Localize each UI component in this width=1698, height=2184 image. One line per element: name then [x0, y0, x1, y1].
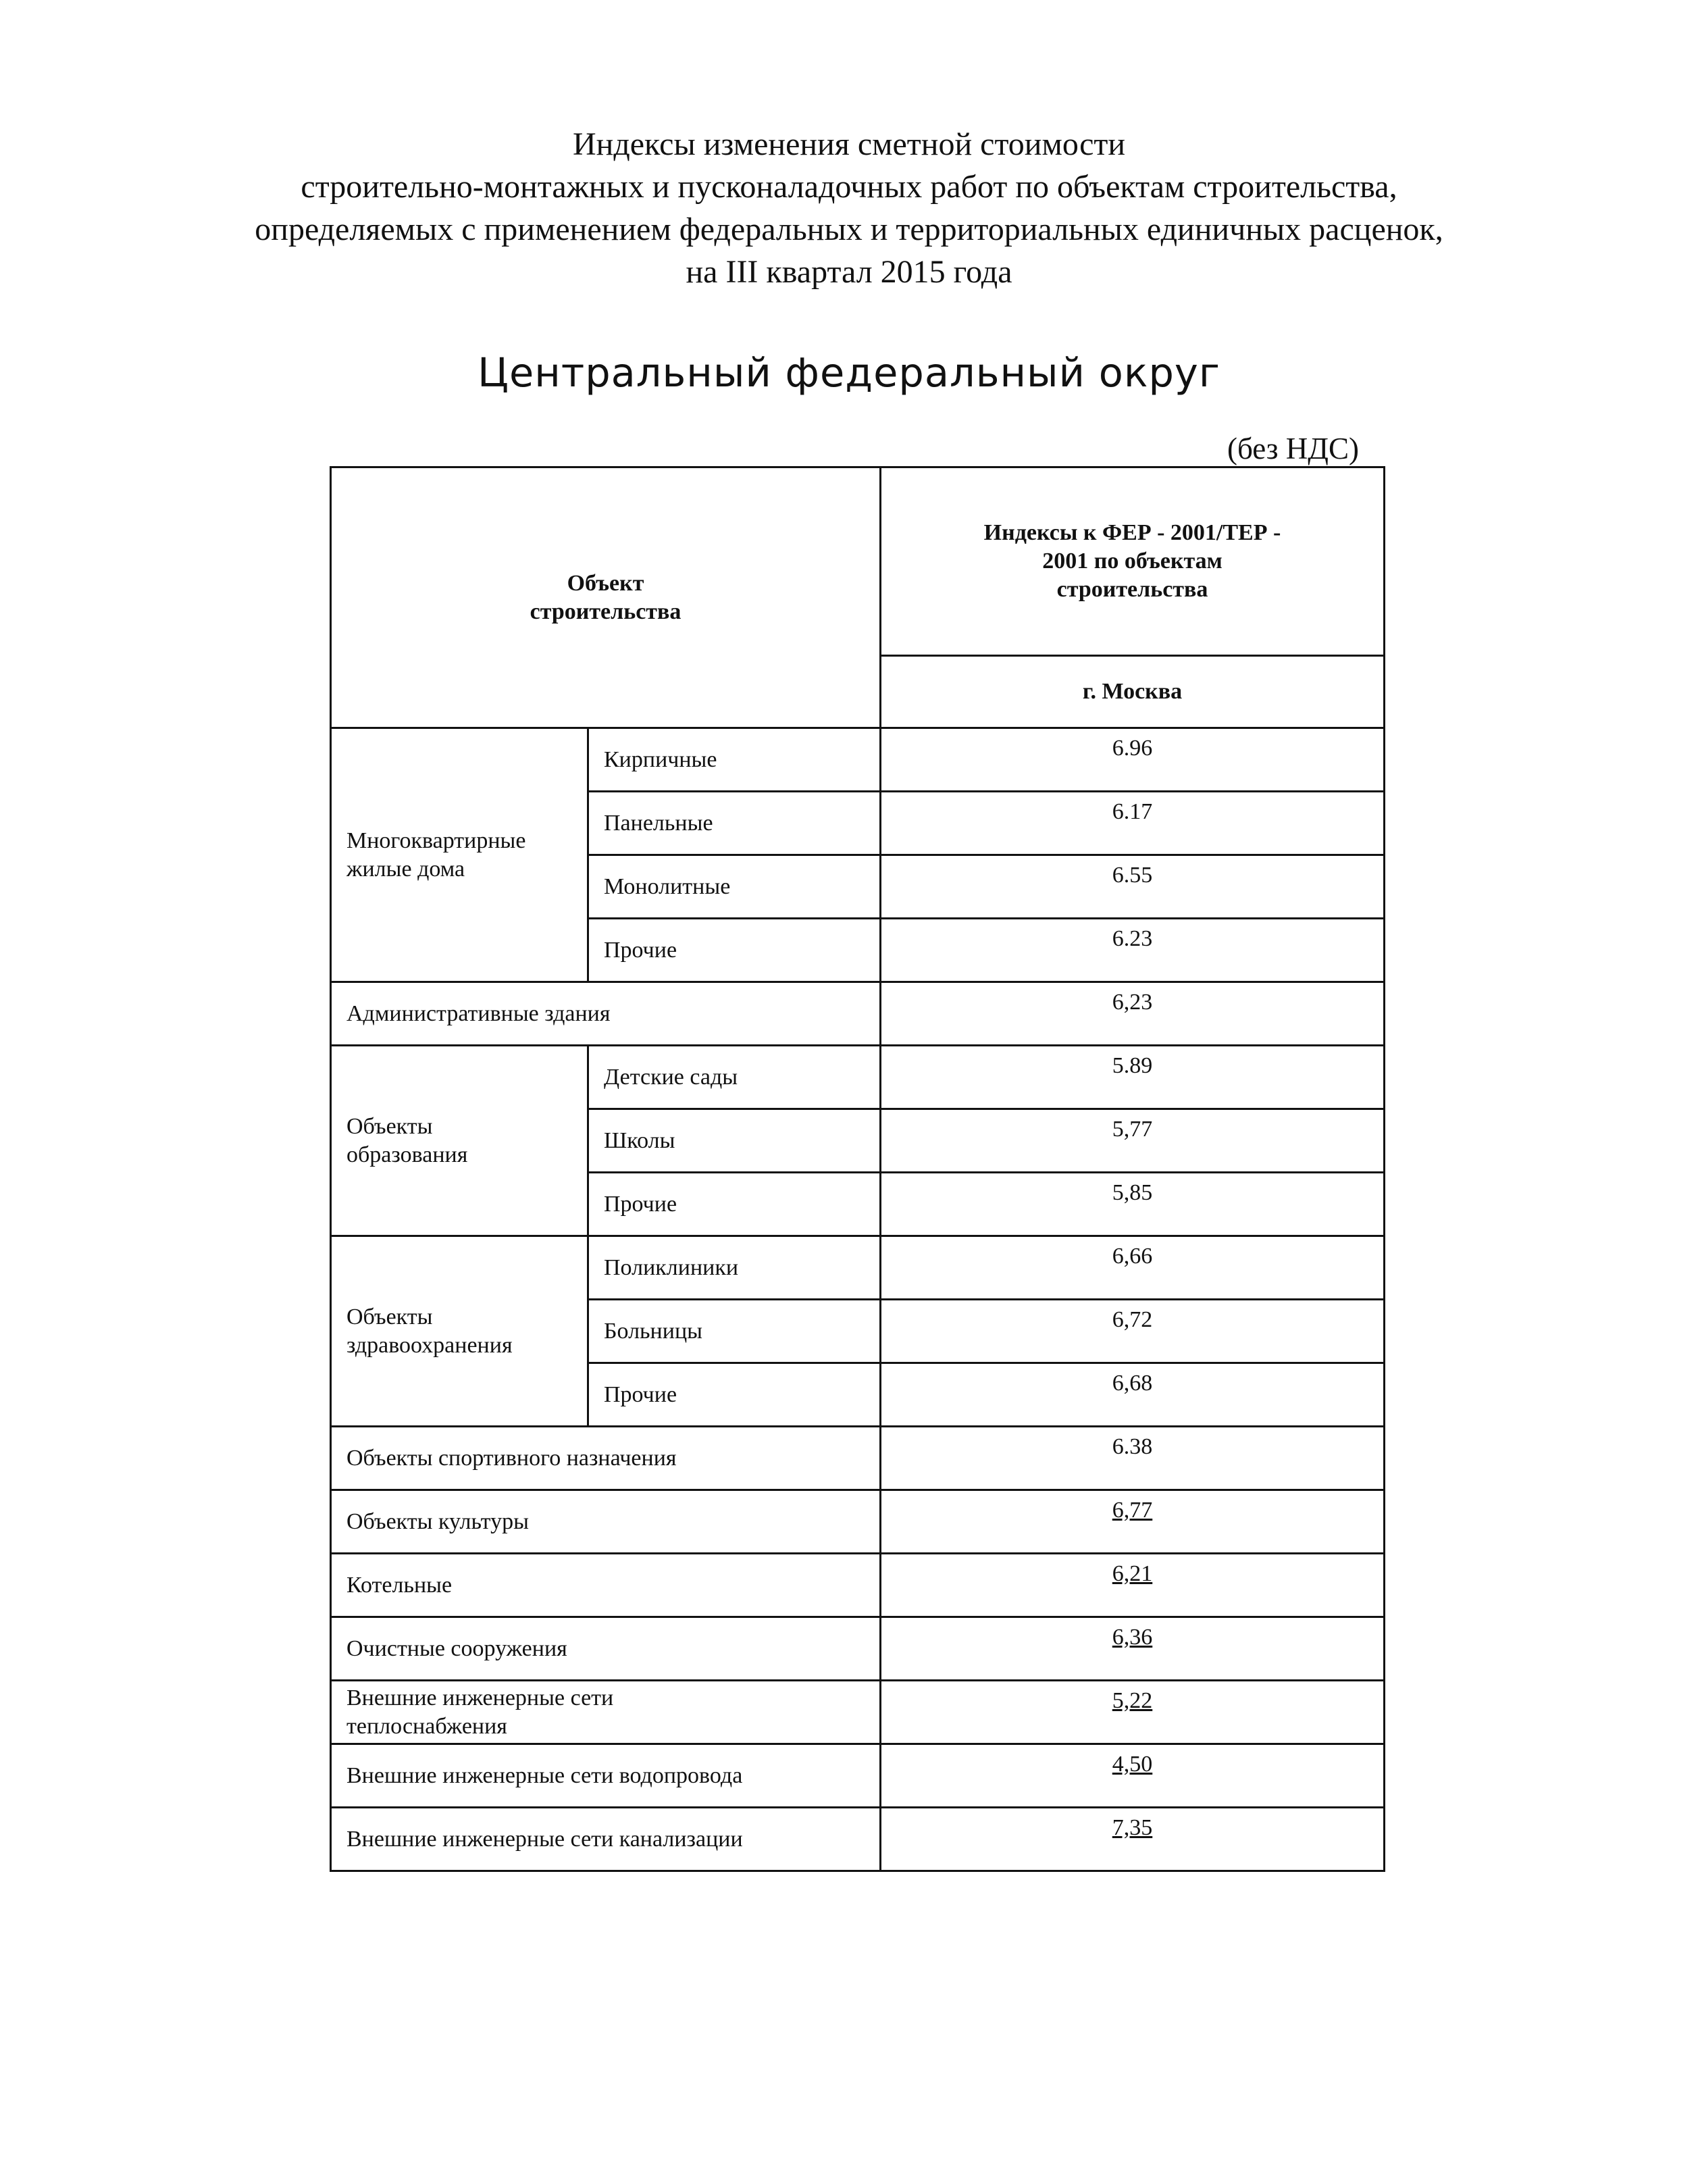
value-text: 6,66 — [1112, 1244, 1153, 1269]
table-row — [331, 1236, 1385, 1300]
value-text: 7,35 — [1112, 1815, 1153, 1840]
document-title — [0, 123, 1698, 293]
title-line-4: на III квартал 2015 года — [686, 254, 1012, 290]
header-index-line-3: строительства — [1056, 577, 1208, 602]
value-text: 5,85 — [1112, 1180, 1153, 1205]
region-heading: Центральный федеральный округ — [478, 349, 1220, 396]
index-value — [881, 1236, 1385, 1300]
group-label-line: жилые дома — [346, 856, 465, 882]
group-label-line: образования — [346, 1142, 468, 1167]
value-text: 5.89 — [1112, 1053, 1153, 1078]
table-row — [331, 982, 1385, 1046]
vat-note: (без НДС) — [1227, 432, 1359, 465]
group-label-line: здравоохранения — [346, 1332, 513, 1358]
index-value — [881, 1744, 1385, 1808]
item-label: Панельные — [588, 792, 881, 855]
value-text: 6.23 — [1112, 926, 1153, 951]
value-text: 6.96 — [1112, 736, 1153, 761]
value-text: 5,77 — [1112, 1117, 1153, 1142]
row-label-line: теплоснабжения — [346, 1713, 507, 1739]
table-row — [331, 1490, 1385, 1554]
value-text: 6,72 — [1112, 1307, 1153, 1332]
index-value — [881, 1490, 1385, 1554]
row-label: Объекты культуры — [331, 1490, 881, 1554]
group-label-education — [331, 1046, 588, 1236]
header-city: г. Москва — [881, 656, 1385, 728]
header-object-line-1: Объект — [567, 570, 644, 596]
item-label: Кирпичные — [588, 728, 881, 792]
index-table — [330, 466, 1385, 1872]
row-label: Административные здания — [331, 982, 881, 1046]
item-label: Детские сады — [588, 1046, 881, 1109]
value-text: 6,21 — [1112, 1561, 1153, 1586]
title-line-1: Индексы изменения сметной стоимости — [572, 126, 1126, 162]
table-row — [331, 1427, 1385, 1490]
value-text: 6,36 — [1112, 1625, 1153, 1650]
header-index-line-1: Индексы к ФЕР - 2001/ТЕР - — [983, 520, 1281, 545]
value-text: 6,23 — [1112, 990, 1153, 1015]
group-label-healthcare — [331, 1236, 588, 1427]
header-index-line-2: 2001 по объектам — [1042, 549, 1223, 574]
index-value — [881, 728, 1385, 792]
table-row — [331, 1554, 1385, 1617]
index-value — [881, 1617, 1385, 1681]
table-row — [331, 1617, 1385, 1681]
index-value — [881, 855, 1385, 919]
value-text: 5,22 — [1112, 1688, 1153, 1713]
index-value — [881, 1554, 1385, 1617]
index-value — [881, 1363, 1385, 1427]
row-label: Объекты спортивного назначения — [331, 1427, 881, 1490]
value-text: 4,50 — [1112, 1752, 1153, 1777]
row-label-line: Внешние инженерные сети — [346, 1685, 614, 1710]
table-header-row — [331, 467, 1385, 656]
title-line-2: строительно-монтажных и пусконаладочных работ по объектам строительства, — [301, 169, 1397, 205]
row-label: Очистные сооружения — [331, 1617, 881, 1681]
group-label-line: Объекты — [346, 1304, 433, 1329]
row-label: Котельные — [331, 1554, 881, 1617]
table-row — [331, 1046, 1385, 1109]
item-label: Прочие — [588, 1363, 881, 1427]
index-value — [881, 1681, 1385, 1744]
index-value — [881, 919, 1385, 982]
item-label: Больницы — [588, 1300, 881, 1363]
index-value — [881, 792, 1385, 855]
index-value — [881, 1109, 1385, 1173]
row-label: Внешние инженерные сети водопровода — [331, 1744, 881, 1808]
item-label: Монолитные — [588, 855, 881, 919]
item-label: Прочие — [588, 1173, 881, 1236]
index-value — [881, 1300, 1385, 1363]
value-text: 6.17 — [1112, 799, 1153, 824]
index-value — [881, 1046, 1385, 1109]
row-label — [331, 1681, 881, 1744]
index-value — [881, 1173, 1385, 1236]
index-value — [881, 1427, 1385, 1490]
value-text: 6.55 — [1112, 863, 1153, 888]
index-value — [881, 1808, 1385, 1871]
group-label-residential — [331, 728, 588, 982]
item-label: Поликлиники — [588, 1236, 881, 1300]
group-label-line: Объекты — [346, 1113, 433, 1139]
table-row — [331, 1681, 1385, 1744]
row-label: Внешние инженерные сети канализации — [331, 1808, 881, 1871]
header-object-column — [331, 467, 881, 728]
header-index-column — [881, 467, 1385, 656]
title-line-3: определяемых с применением федеральных и территориальных единичных расценок, — [255, 211, 1443, 247]
item-label: Школы — [588, 1109, 881, 1173]
value-text: 6.38 — [1112, 1434, 1153, 1459]
table-row — [331, 1744, 1385, 1808]
item-label: Прочие — [588, 919, 881, 982]
value-text: 6,68 — [1112, 1371, 1153, 1396]
header-object-line-2: строительства — [530, 599, 681, 624]
table-row — [331, 728, 1385, 792]
value-text: 6,77 — [1112, 1498, 1153, 1523]
table-row — [331, 1808, 1385, 1871]
group-label-line: Многоквартирные — [346, 828, 526, 853]
index-value — [881, 982, 1385, 1046]
